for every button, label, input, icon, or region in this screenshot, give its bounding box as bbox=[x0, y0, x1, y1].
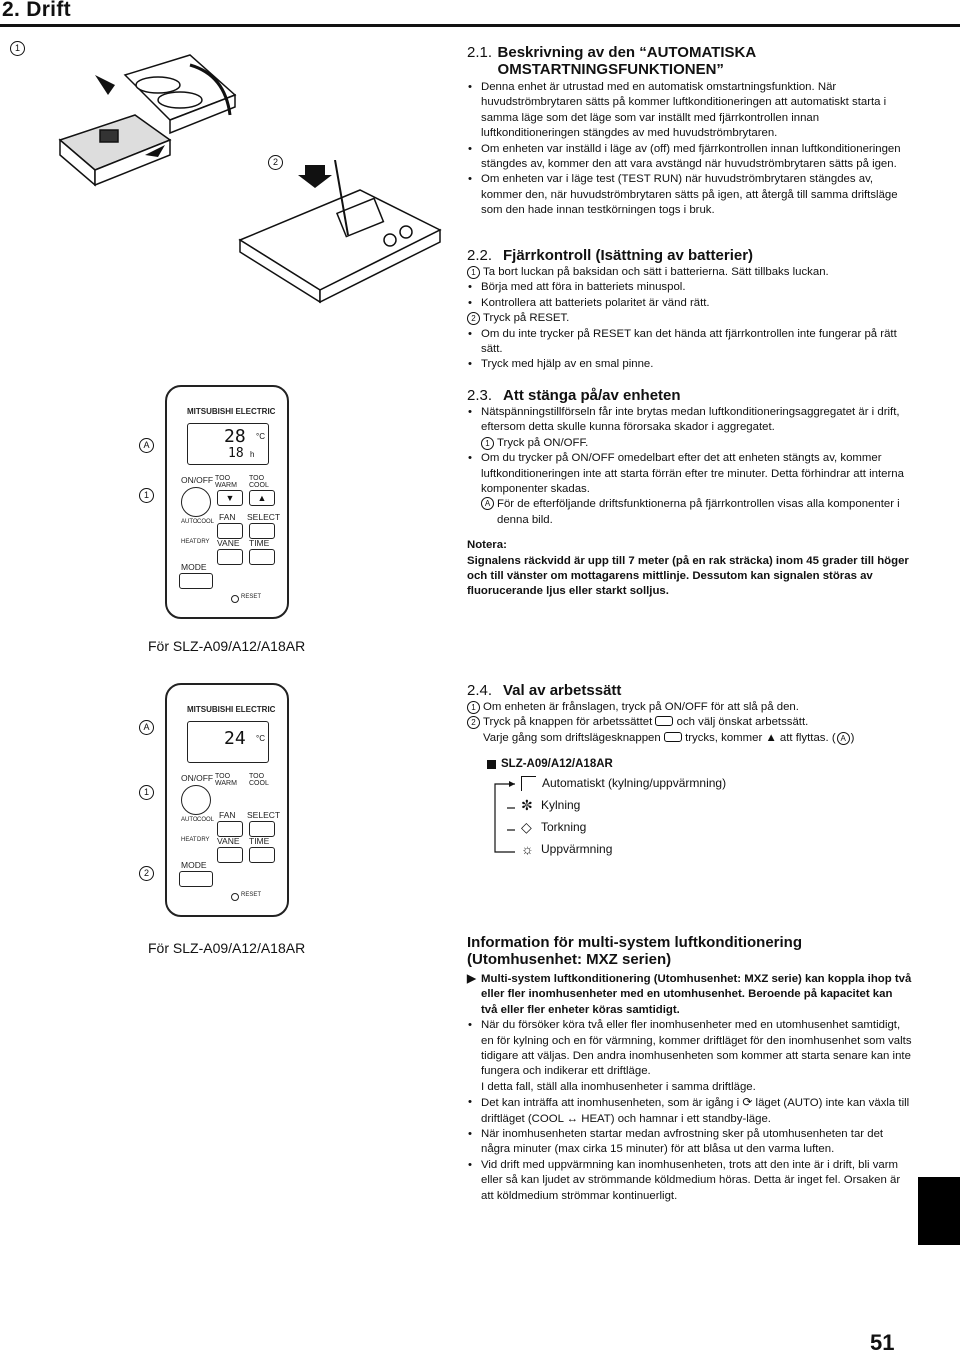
step-2 bbox=[467, 311, 912, 326]
too-cool-label-2: TOO COOL bbox=[249, 773, 269, 787]
mode-cycle-arrow bbox=[491, 780, 521, 860]
step-text: Om enheten är frånslagen, tryck på ON/OFF för att slå på den. bbox=[483, 701, 799, 713]
page-header bbox=[0, 0, 960, 24]
mode-heat bbox=[521, 838, 912, 860]
step-marker: 1 bbox=[467, 266, 480, 279]
reset-button[interactable] bbox=[231, 595, 239, 603]
mode-label: MODE bbox=[181, 562, 207, 572]
step-text: att flyttas. ( bbox=[779, 731, 836, 744]
model-heading bbox=[487, 758, 912, 770]
step-1 bbox=[467, 265, 912, 280]
step-2-continued bbox=[467, 731, 912, 746]
too-warm-label: TOO WARM bbox=[215, 475, 237, 489]
note-text: Signalens räckvidd är upp till 7 meter (på en rak sträcka) inom 45 grader till höger och till vänster om mottagarens mittlinje. Dessutom kan signalen störas av fluorucerande ljus eller starkt solljus. bbox=[467, 554, 909, 598]
dry-label: DRY bbox=[197, 539, 210, 545]
model-name: SLZ-A09/A12/A18AR bbox=[501, 758, 613, 771]
reset-button-2[interactable] bbox=[231, 893, 239, 901]
select-label: SELECT bbox=[247, 512, 281, 522]
triangle-right-icon: ▶ bbox=[467, 973, 476, 985]
mode-label: Torkning bbox=[541, 820, 587, 835]
time-button[interactable] bbox=[249, 549, 275, 565]
fan-label: FAN bbox=[219, 512, 236, 522]
step-A bbox=[467, 497, 912, 528]
square-bullet-icon bbox=[487, 760, 496, 769]
cool-label: COOL bbox=[197, 519, 215, 525]
step-text: trycks, kommer bbox=[685, 731, 763, 744]
on-off-button[interactable] bbox=[181, 487, 211, 517]
figure-marker-2: 2 bbox=[268, 155, 283, 170]
bullet-text: Det kan inträffa att inomhusenheten, som är igång i bbox=[481, 1097, 740, 1110]
step-2 bbox=[467, 715, 912, 730]
remote-lcd-2 bbox=[187, 721, 269, 763]
figure-marker-1b: 1 bbox=[139, 488, 154, 503]
info-paragraph: I detta fall, ställ alla inomhusenheter i samma driftläge. bbox=[481, 1080, 756, 1093]
too-warm-label-2: TOO WARM bbox=[215, 773, 237, 787]
on-off-label-2: ON/OFF bbox=[181, 773, 214, 783]
remote-control-2 bbox=[165, 683, 289, 917]
step-text: Tryck på RESET. bbox=[483, 312, 570, 325]
section-2-1 bbox=[467, 44, 912, 219]
section-2-2 bbox=[467, 247, 912, 373]
droplet-icon: ◇ bbox=[521, 818, 532, 835]
step-text: Ta bort luckan på baksidan och sätt i batterierna. Sätt tillbaks luckan. bbox=[483, 266, 829, 278]
bullet: • Om du inte trycker på RESET kan det hända att fjärrkontrollen inte fungerar på rätt sätt. bbox=[467, 327, 912, 358]
reset-label-2: RESET bbox=[241, 892, 262, 898]
bullet-text: läget (AUTO) inte kan växla till driftläget (COOL ↔ HEAT) och hamnar i ett standby-läge. bbox=[481, 1097, 910, 1125]
figure-marker-1: 1 bbox=[10, 41, 25, 56]
bullet bbox=[467, 1095, 912, 1127]
bullet: • Tryck med hjälp av en smal pinne. bbox=[467, 357, 912, 372]
lcd-hour: h bbox=[250, 450, 255, 459]
select-label-2: SELECT bbox=[247, 810, 281, 820]
mode-dry bbox=[521, 816, 912, 838]
vane-button-2[interactable] bbox=[217, 847, 243, 863]
section-number: 2.1. bbox=[467, 44, 493, 61]
snowflake-icon: ✼ bbox=[521, 796, 533, 813]
info-title: Information för multi-system luftkonditionering (Utomhusenhet: MXZ serien) bbox=[467, 934, 802, 968]
vane-label-2: VANE bbox=[217, 836, 240, 846]
step-marker: 1 bbox=[481, 437, 494, 450]
remote-lcd bbox=[187, 423, 269, 465]
vane-button[interactable] bbox=[217, 549, 243, 565]
figure-marker-A2: A bbox=[139, 720, 154, 735]
info-section bbox=[467, 934, 912, 1204]
page-number: 51 bbox=[870, 1330, 895, 1355]
cool-label-2: COOL bbox=[197, 817, 215, 823]
auto-label-2: AUTO bbox=[181, 817, 198, 823]
section-number: 2.4. bbox=[467, 682, 493, 699]
auto-label: AUTO bbox=[181, 519, 198, 525]
section-title: Beskrivning av den “AUTOMATISKA OMSTARTNINGSFUNKTIONEN” bbox=[497, 44, 756, 78]
note-label: Notera: bbox=[467, 539, 507, 552]
section-2-3-heading bbox=[467, 387, 912, 404]
mode-button-icon bbox=[655, 716, 673, 726]
section-2-2-heading bbox=[467, 247, 912, 264]
remote-brand-2: MITSUBISHI ELECTRIC bbox=[187, 705, 276, 714]
section-2-4 bbox=[467, 682, 912, 860]
section-title: Val av arbetssätt bbox=[503, 682, 622, 699]
mode-button[interactable] bbox=[179, 573, 213, 589]
bullet: • När du försöker köra två eller fler inomhusenheter med en utomhusenhet samtidigt, en för kylning och en för värmning, kommer driftläget för den inomhusenhet som valts tidigare att väljas. Den andra inomhusenheten som kommer att starta senare kan inte fungera och indikerar ett driftläge. bbox=[467, 1018, 912, 1080]
too-cool-label: TOO COOL bbox=[249, 475, 269, 489]
bullet: • Kontrollera att batteriets polaritet är vänd rätt. bbox=[467, 296, 912, 311]
dry-label-2: DRY bbox=[197, 837, 210, 843]
mode-label: Uppvärmning bbox=[541, 842, 613, 857]
page-title: 2. Drift bbox=[2, 0, 71, 21]
temp-up-button[interactable]: ▲ bbox=[249, 490, 275, 506]
time-label: TIME bbox=[249, 538, 270, 548]
caption-remote-1: För SLZ-A09/A12/A18AR bbox=[148, 638, 306, 654]
step-text: För de efterföljande driftsfunktionerna på fjärrkontrollen visas alla komponenter i denna bild. bbox=[497, 498, 900, 526]
select-button[interactable] bbox=[249, 523, 275, 539]
bullet: • Om enheten var inställd i läge av (off) med fjärrkontrollen innan luftkonditioneringen stängdes av, kommer den att vara avstängd när huvudströmbrytaren sätts på igen. bbox=[467, 142, 912, 173]
auto-cycle-icon: ⟳ bbox=[742, 1095, 753, 1110]
reset-label: RESET bbox=[241, 594, 262, 600]
header-rule bbox=[0, 24, 960, 27]
step-text: Varje gång som driftslägesknappen bbox=[483, 731, 661, 744]
mode-cool bbox=[521, 794, 912, 816]
section-number: 2.3. bbox=[467, 387, 493, 404]
section-title: Fjärrkontroll (Isättning av batterier) bbox=[503, 247, 754, 264]
select-button-2[interactable] bbox=[249, 821, 275, 837]
figure-marker-A: A bbox=[139, 438, 154, 453]
section-title: Att stänga på/av enheten bbox=[503, 387, 681, 404]
auto-mode-icon bbox=[521, 776, 536, 791]
info-lead bbox=[467, 972, 912, 1018]
lcd-unit: °C bbox=[256, 432, 265, 441]
lcd-unit-2: °C bbox=[256, 734, 265, 743]
mode-button-2[interactable] bbox=[179, 871, 213, 887]
info-lead-text: Multi-system luftkonditionering (Utomhusenhet: MXZ serie) kan koppla ihop två eller fler inomhusenheter med en utomhusenhet. Beroende på kapacitet kan två eller fler enheter köras samtidigt. bbox=[481, 973, 912, 1016]
reset-pin-illustration bbox=[230, 160, 450, 310]
bullet: • Börja med att föra in batteriets minuspol. bbox=[467, 280, 912, 295]
mode-cycle-list bbox=[491, 772, 912, 860]
bullet: • Denna enhet är utrustad med en automatisk omstartningsfunktion. När huvudströmbrytaren sätts på kommer luftkonditioneringen att automatiskt starta i samma läge som det läge som var inställt med fjärrkontrollen innan luftkonditioneringen stängdes av med huvudströmbrytaren. bbox=[467, 80, 912, 142]
time-button-2[interactable] bbox=[249, 847, 275, 863]
mode-button-icon bbox=[664, 732, 682, 742]
step-text: ) bbox=[850, 731, 855, 744]
fan-label-2: FAN bbox=[219, 810, 236, 820]
fan-button[interactable] bbox=[217, 523, 243, 539]
step-marker: A bbox=[481, 497, 494, 510]
temp-down-button[interactable]: ▼ bbox=[217, 490, 243, 506]
bullet: • Vid drift med uppvärmning kan inomhusenheten, trots att den inte är i drift, bli varm eller så kan ljudet av strömmande köldmedium höras. Detta är inget fel. Orsaken är att köldmedium strömmar kontinuerligt. bbox=[467, 1158, 912, 1204]
bullet: • Om enheten var i läge test (TEST RUN) när huvudströmbrytaren stängdes av, kommer den, när huvudströmbrytaren sätts på igen, att återgå till samma driftsläge som den hade innan testkörningen togs i bruk. bbox=[467, 172, 912, 218]
fan-button-2[interactable] bbox=[217, 821, 243, 837]
figure-marker-2b: 2 bbox=[139, 866, 154, 881]
lcd-temperature: 28 bbox=[224, 426, 246, 447]
heat-label-2: HEAT bbox=[181, 837, 197, 843]
mode-label: Automatiskt (kylning/uppvärmning) bbox=[542, 776, 727, 791]
mode-auto bbox=[521, 772, 912, 794]
step-marker: A bbox=[837, 732, 850, 745]
step-1 bbox=[467, 436, 912, 451]
mode-label-2: MODE bbox=[181, 860, 207, 870]
on-off-button-2[interactable] bbox=[181, 785, 211, 815]
step-marker: 2 bbox=[467, 716, 480, 729]
bullet: • Om du trycker på ON/OFF omedelbart efter det att enheten stängts av, kommer luftkonditioneringen inte att starta förrän efter tre minuter. Detta förhindrar att interna komponenter skadas. bbox=[467, 451, 912, 497]
battery-cover-illustration bbox=[40, 45, 250, 195]
step-marker: 1 bbox=[467, 701, 480, 714]
step-text: Tryck på ON/OFF. bbox=[497, 436, 589, 449]
chapter-tab bbox=[918, 1177, 960, 1245]
bullet: • När inomhusenheten startar medan avfrostning sker på utomhusenheten tar det några minuter (max cirka 15 minuter) för att blåsa ut den varma luften. bbox=[467, 1127, 912, 1158]
section-number: 2.2. bbox=[467, 247, 493, 264]
section-2-3 bbox=[467, 387, 912, 600]
step-text: och välj önskat arbetssätt. bbox=[676, 716, 809, 729]
step-text: Tryck på knappen för arbetssättet bbox=[483, 716, 653, 729]
figure-marker-1c: 1 bbox=[139, 785, 154, 800]
remote-control-1 bbox=[165, 385, 289, 619]
step-1 bbox=[467, 700, 912, 715]
mode-label: Kylning bbox=[541, 798, 581, 813]
caption-remote-2: För SLZ-A09/A12/A18AR bbox=[148, 940, 306, 956]
section-2-4-heading bbox=[467, 682, 912, 699]
heat-label: HEAT bbox=[181, 539, 197, 545]
vane-label: VANE bbox=[217, 538, 240, 548]
lcd-temperature-2: 24 bbox=[224, 728, 246, 749]
step-marker: 2 bbox=[467, 312, 480, 325]
time-label-2: TIME bbox=[249, 836, 270, 846]
triangle-up-icon: ▲ bbox=[765, 731, 777, 744]
on-off-label: ON/OFF bbox=[181, 475, 214, 485]
sun-icon: ☼ bbox=[521, 841, 534, 858]
remote-brand: MITSUBISHI ELECTRIC bbox=[187, 407, 276, 416]
section-2-1-heading bbox=[467, 44, 912, 78]
lcd-time: 18 bbox=[228, 446, 244, 461]
bullet: • Nätspänningstillförseln får inte brytas medan luftkonditioneringsaggregatet är i drift, eftersom detta skulle kunna förorsaka skador i aggregatet. bbox=[467, 405, 912, 436]
